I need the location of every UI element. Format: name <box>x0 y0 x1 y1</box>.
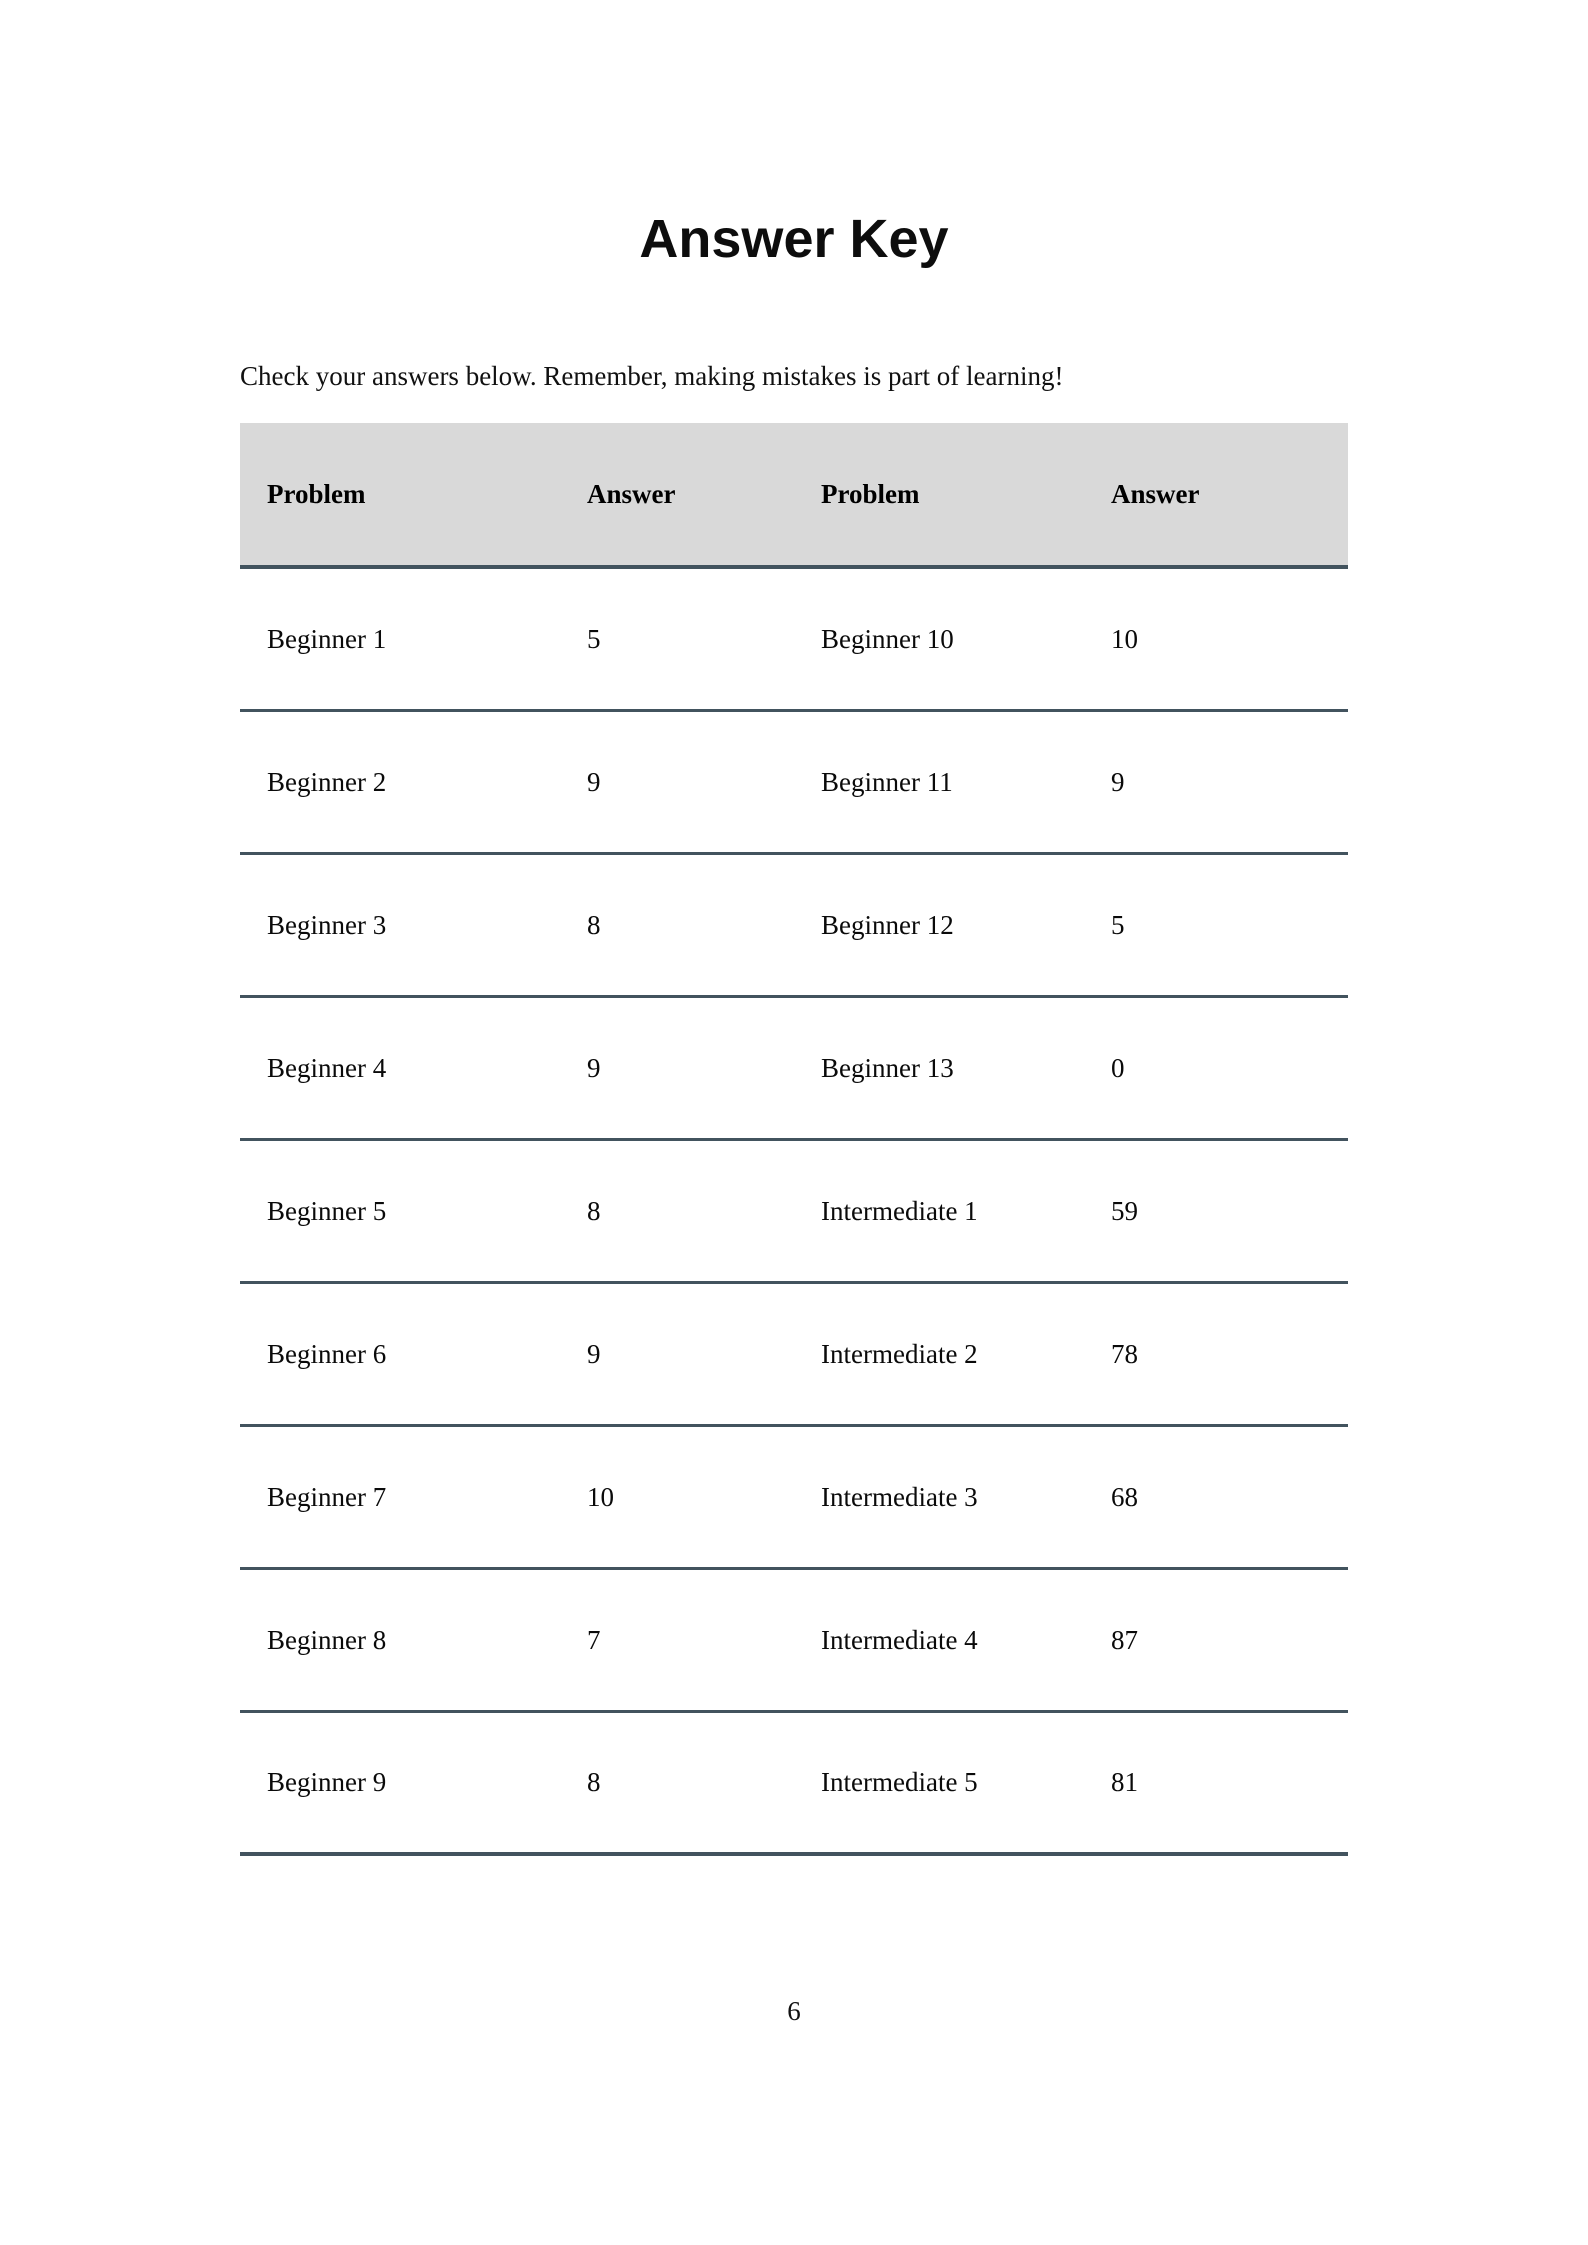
column-header-answer-left: Answer <box>560 423 794 567</box>
cell-answer-left: 9 <box>560 1282 794 1425</box>
cell-problem-right: Intermediate 4 <box>794 1568 1084 1711</box>
cell-problem-left: Beginner 2 <box>240 710 560 853</box>
cell-problem-right: Beginner 12 <box>794 853 1084 996</box>
cell-answer-left: 8 <box>560 1139 794 1282</box>
table-row <box>240 1139 1348 1282</box>
cell-problem-right: Beginner 10 <box>794 567 1084 710</box>
cell-problem-left: Beginner 8 <box>240 1568 560 1711</box>
table-header-row <box>240 423 1348 567</box>
cell-problem-left: Beginner 7 <box>240 1425 560 1568</box>
cell-answer-right: 68 <box>1084 1425 1348 1568</box>
cell-problem-right: Beginner 11 <box>794 710 1084 853</box>
cell-answer-right: 9 <box>1084 710 1348 853</box>
table-row <box>240 567 1348 710</box>
table-row <box>240 1282 1348 1425</box>
cell-answer-right: 78 <box>1084 1282 1348 1425</box>
table-row <box>240 1425 1348 1568</box>
cell-answer-right: 0 <box>1084 996 1348 1139</box>
cell-answer-left: 10 <box>560 1425 794 1568</box>
cell-answer-right: 87 <box>1084 1568 1348 1711</box>
cell-answer-right: 5 <box>1084 853 1348 996</box>
table-row <box>240 1711 1348 1854</box>
table-row <box>240 996 1348 1139</box>
cell-problem-left: Beginner 5 <box>240 1139 560 1282</box>
cell-problem-right: Intermediate 1 <box>794 1139 1084 1282</box>
cell-answer-right: 59 <box>1084 1139 1348 1282</box>
cell-answer-left: 5 <box>560 567 794 710</box>
answer-key-table <box>240 423 1348 1856</box>
cell-answer-left: 8 <box>560 1711 794 1854</box>
cell-problem-left: Beginner 4 <box>240 996 560 1139</box>
column-header-problem-right: Problem <box>794 423 1084 567</box>
cell-problem-left: Beginner 9 <box>240 1711 560 1854</box>
table-row <box>240 710 1348 853</box>
table-row <box>240 853 1348 996</box>
column-header-answer-right: Answer <box>1084 423 1348 567</box>
table-row <box>240 1568 1348 1711</box>
cell-problem-left: Beginner 1 <box>240 567 560 710</box>
intro-paragraph: Check your answers below. Remember, making mistakes is part of learning! <box>240 361 1064 391</box>
cell-answer-left: 9 <box>560 996 794 1139</box>
cell-problem-left: Beginner 3 <box>240 853 560 996</box>
cell-answer-right: 81 <box>1084 1711 1348 1854</box>
cell-answer-left: 8 <box>560 853 794 996</box>
page-title: Answer Key <box>639 209 949 270</box>
cell-problem-right: Intermediate 3 <box>794 1425 1084 1568</box>
table-body <box>240 567 1348 1854</box>
cell-problem-right: Beginner 13 <box>794 996 1084 1139</box>
cell-answer-left: 7 <box>560 1568 794 1711</box>
page-number: 6 <box>787 1996 801 2026</box>
table-header <box>240 423 1348 567</box>
cell-problem-right: Intermediate 2 <box>794 1282 1084 1425</box>
cell-problem-left: Beginner 6 <box>240 1282 560 1425</box>
column-header-problem-left: Problem <box>240 423 560 567</box>
cell-answer-left: 9 <box>560 710 794 853</box>
cell-answer-right: 10 <box>1084 567 1348 710</box>
cell-problem-right: Intermediate 5 <box>794 1711 1084 1854</box>
